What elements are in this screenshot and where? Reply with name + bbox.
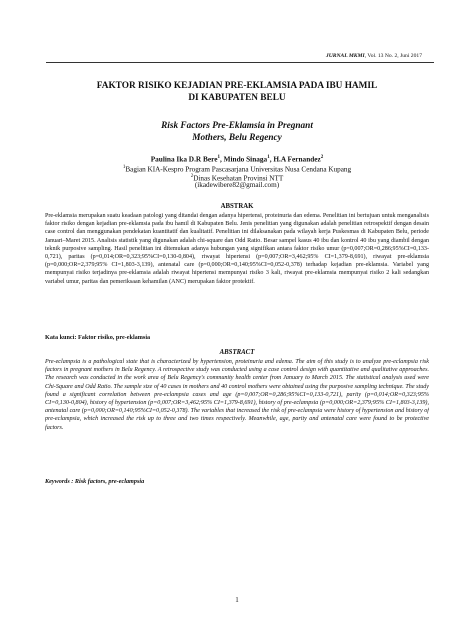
abstrak-heading: ABSTRAK (220, 203, 254, 210)
author-list: Paulina Ika D.R Bere$^1$, Mindo Sinaga$^1$, H.A Fernandez$^2$ (150, 154, 324, 164)
paper-title (60, 80, 414, 104)
paper-title-line-1: FAKTOR RISIKO KEJADIAN PRE-EKLAMSIA PADA IBU HAMIL (96, 81, 378, 91)
journal-name: JURNAL MKMI (325, 53, 365, 59)
kata-kunci: Kata kunci: Faktor risiko, pre-eklamsia (45, 334, 151, 341)
author-name: Mindo Sinaga (223, 154, 268, 164)
affiliation-mark: 1 (122, 165, 126, 170)
author-name: Paulina Ika D.R Bere (150, 154, 218, 164)
author-affiliation-mark: 2 (320, 155, 324, 160)
abstract-heading: ABSTRACT (219, 349, 255, 356)
affiliation-mark: 2 (190, 174, 194, 179)
author-name: H.A Fernandez (273, 154, 321, 164)
page-number: 1 (235, 596, 239, 604)
keywords: Keywords : Risk factors, pre-eclampsia (45, 478, 145, 485)
journal-issue: , Vol. 13 No. 2, Juni 2017 (364, 53, 422, 59)
paper-title-line-2: DI KABUPATEN BELU (188, 93, 286, 103)
abstract-body: Pre-eclampsia is a pathological state that is characterized by hypertension, proteinuria and edema. The aim of this study is to analyze pre-eclampsia risk factors in pregnant mothers in Belu Regency. A retrospective study was conducted using a case control design with quantitative and qualitative approaches. The research was conducted in the work area of Belu Regency's community health center from January to March 2015. The statistical analysis used were Chi-Square and Odd Ratio. The sample size of 40 cases in mothers and 40 control mothers were obtained using the purposive sampling technique. The study found a significant correlation between pre-eclampsia cases and age (p=0,007;OR=0,286;95%CI=0,133-0,721), parity (p=0,014;OR=0,323;95% CI=0,130-0,804), history of hypertension (p=0,007;OR=3,462;95% CI=1,379-8,691), history of pre-eclampsia (p=0,000;OR=2,379;95% CI=1,803-3,139), antenatal care (p=0,000;OR=0,140;95%CI=0,052-0,378). The variables that increased the risk of pre-eclampsia were history of hypertension and history of pre-eclampsia, which increased the risk up to three and two times respectively. Meanwhile, age, parity and antenatal care were found to be protective factors. (45, 359, 429, 431)
affiliation-text: Bagian KIA-Kespro Program Pascasarjana Universitas Nusa Cendana Kupang (125, 165, 352, 174)
author-affiliation-mark: 1 (267, 155, 270, 160)
affiliation-text: Dinas Kesehatan Provinsi NTT (193, 174, 284, 183)
author-email: (ikadewibere82@gmail.com) (194, 181, 280, 189)
journal-header (326, 53, 422, 59)
abstrak-body: Pre-eklamsia merupakan suatu keadaan patologi yang ditandai dengan adanya hipertensi, proteinuria dan edema. Penelitian ini bertujuan untuk menganalisis faktor risiko dengan kejadian pre-eklamsia pada ibu hamil di Kabupaten Belu. Jenis penelitian yang digunakan adalah penelitian retrospektif dengan desain case control dan menggunakan pendekatan kuantitatif dan kualitatif. Penelitian ini dilaksanakan pada wilayah kerja Puskesmas di Kabupaten Belu, periode Januari–Maret 2015. Analisis statistik yang digunakan adalah chi-square dan Odd Ratio. Besar sampel kasus 40 ibu dan kontrol 40 ibu yang diambil dengan teknik purposive sampling. Hasil penelitian ini ditemukan adanya hubungan yang signifikan antara faktor risiko umur (p=0,007;OR=0,286;95%CI=0,133-0,721), paritas (p=0,014;OR=0,323;95%CI=0,130-0,804), riwayat hipertensi (p=0,007;OR=3,462;95% CI=1,379-8,691), riwayat pre-eklamsia (p=0,000;OR=2,379;95% CI=1,803-3,139), antenatal care (p=0,000;OR=0,140;95%CI=0,052-0,378) terhadap kejadian pre-eklamsia. Variabel yang mempunyai risiko terjadinya pre-eklamsia adalah riwayat hipertensi mempunyai risiko 3 kali, riwayat pre-eklamsia mempunyai risiko 2 kali sedangkan variabel umur, paritas dan pemeriksaan kehamilan (ANC) merupakan faktor protektif. (45, 213, 429, 285)
paper-subtitle-line-2: Mothers, Belu Regency (192, 133, 282, 143)
header-rule (46, 62, 434, 63)
paper-subtitle-line-1: Risk Factors Pre-Eklamsia in Pregnant (161, 121, 313, 131)
paper-subtitle (60, 120, 414, 144)
author-affiliation-mark: 1 (217, 155, 220, 160)
